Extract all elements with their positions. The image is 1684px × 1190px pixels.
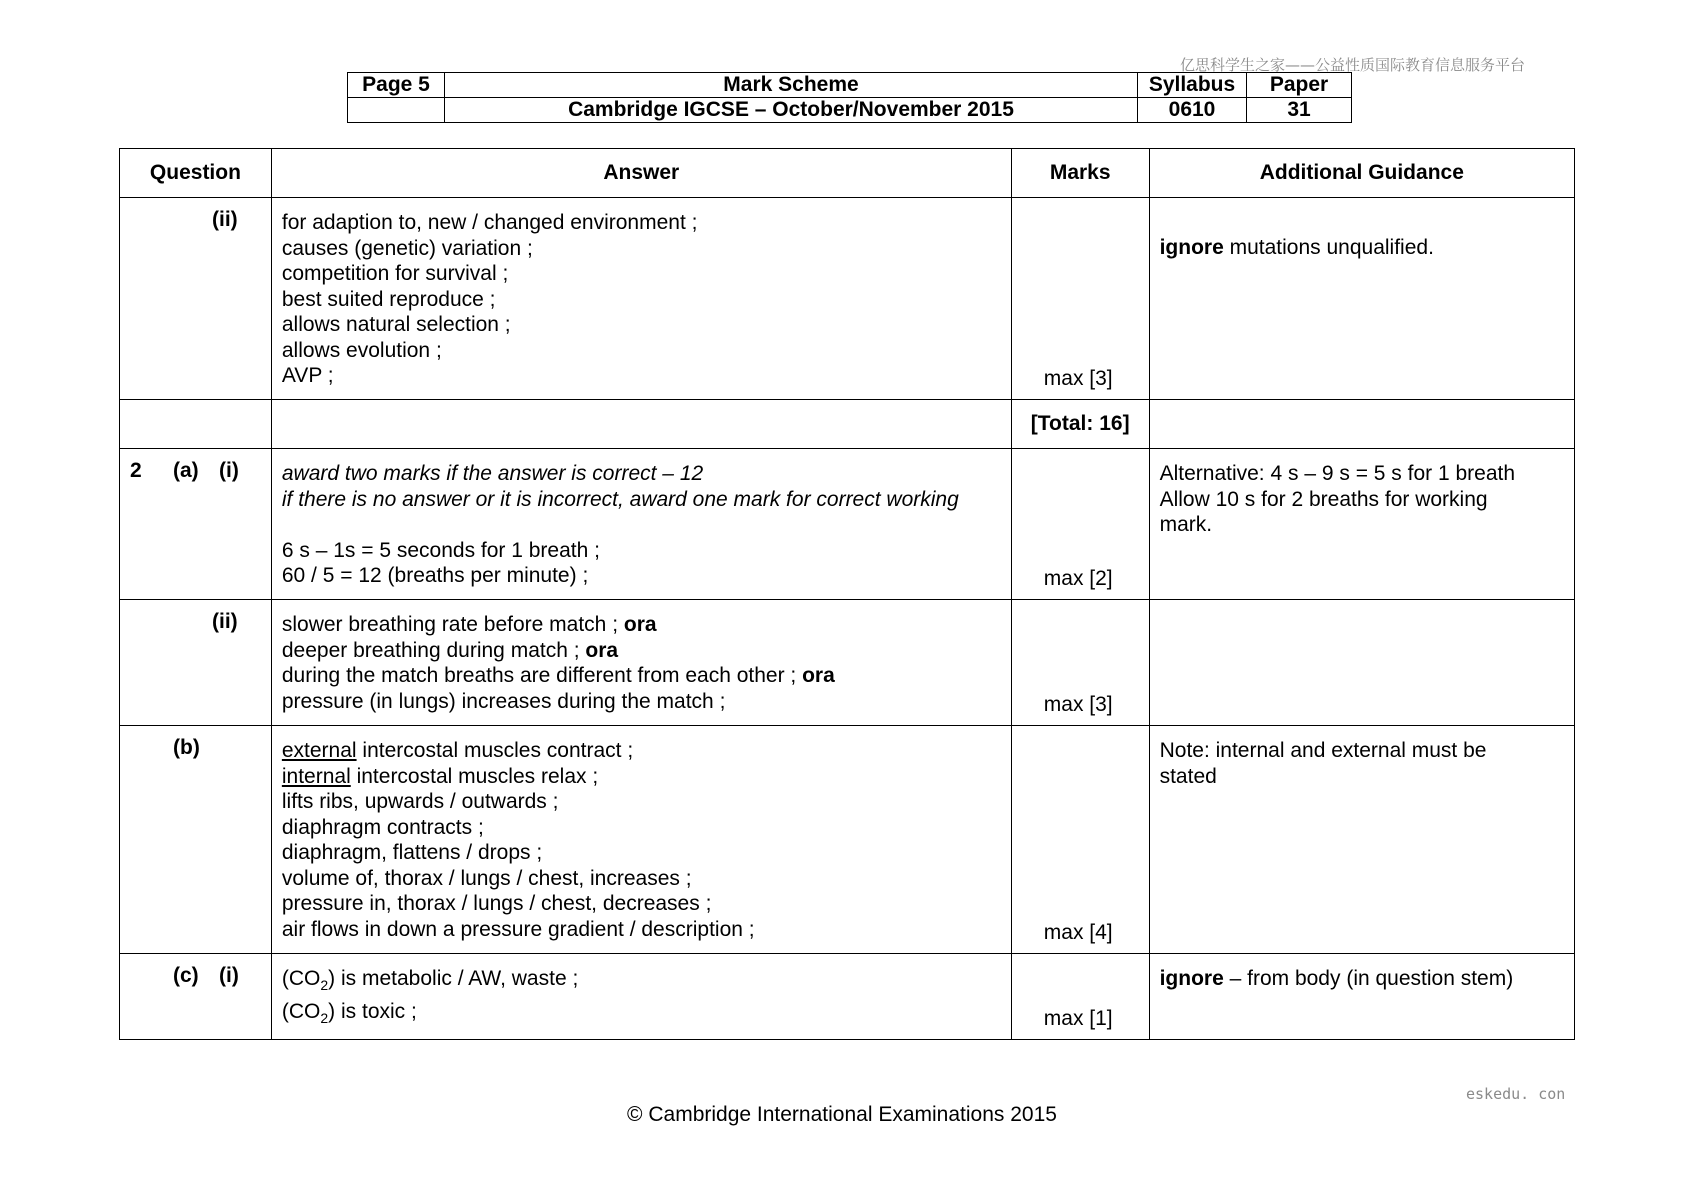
marks-value: max [2]: [1043, 567, 1113, 590]
answer-cell: [271, 600, 1011, 726]
answer-line: diaphragm, flattens / drops ;: [281, 841, 543, 864]
table-row: [120, 600, 1575, 726]
table-row: [120, 954, 1575, 1040]
answer-line: AVP ;: [281, 364, 334, 387]
guidance-cell: [1149, 954, 1574, 1040]
header-title: Mark Scheme: [445, 73, 1138, 98]
guidance-keyword: ignore: [1159, 236, 1224, 259]
table-row: [120, 449, 1575, 600]
answer-line: 6 s – 1s = 5 seconds for 1 breath ;: [281, 538, 600, 562]
answer-line: ) is toxic ;: [328, 999, 417, 1023]
answer-line: competition for survival ;: [281, 262, 509, 285]
guidance-line: Note: internal and external must be: [1159, 739, 1487, 762]
guidance-cell: [1149, 726, 1574, 954]
answer-line: during the match breaths are different from each other ;: [281, 664, 797, 687]
empty-cell: [271, 400, 1011, 449]
guidance-keyword: ignore: [1159, 967, 1224, 990]
syllabus-code: 0610: [1138, 98, 1247, 123]
answer-line: slower breathing rate before match ;: [281, 613, 619, 636]
table-header-row: [120, 149, 1575, 198]
marks-value: max [3]: [1043, 367, 1113, 390]
marks-cell: [1011, 954, 1149, 1040]
answer-cell: [271, 954, 1011, 1040]
question-part-label: (ii): [212, 208, 238, 231]
co2-subscript: 2: [320, 1009, 329, 1026]
answer-line: allows evolution ;: [281, 338, 442, 362]
answer-line: air flows in down a pressure gradient / description ;: [281, 917, 755, 941]
answer-line: pressure in, thorax / lungs / chest, decreases ;: [281, 892, 712, 915]
ora-marker: ora: [623, 613, 657, 636]
answer-line: causes (genetic) variation ;: [281, 236, 533, 260]
answer-line: ) is metabolic / AW, waste ;: [328, 967, 579, 990]
answer-line: intercostal muscles relax ;: [350, 764, 599, 788]
question-part-label: (c): [173, 964, 199, 987]
paper-number: 31: [1247, 98, 1352, 123]
question-cell: [120, 198, 272, 400]
question-part-label: (a): [173, 459, 199, 482]
answer-cell: [271, 726, 1011, 954]
column-header-question: Question: [120, 149, 272, 198]
column-header-marks: Marks: [1011, 149, 1149, 198]
watermark-top: 亿思科学生之家——公益性质国际教育信息服务平台: [1180, 56, 1526, 74]
ora-marker: ora: [585, 638, 619, 662]
answer-line: best suited reproduce ;: [281, 287, 496, 311]
question-subpart-label: (i): [219, 964, 239, 987]
header-empty-cell: [348, 98, 445, 123]
question-number: 2: [130, 459, 142, 482]
guidance-line: stated: [1159, 764, 1217, 788]
co2-subscript: 2: [320, 977, 329, 994]
question-subpart-label: (ii): [212, 610, 238, 633]
table-row: [120, 726, 1575, 954]
answer-line: deeper breathing during match ;: [281, 638, 580, 662]
marks-value: max [1]: [1043, 1007, 1113, 1031]
marks-cell: [1011, 726, 1149, 954]
answer-instruction: award two marks if the answer is correct – 12: [281, 462, 704, 485]
column-header-answer: Answer: [271, 149, 1011, 198]
page-header-table: [347, 72, 1352, 123]
co2-formula: (CO: [281, 967, 321, 990]
question-cell: [120, 449, 272, 600]
exam-name: Cambridge IGCSE – October/November 2015: [445, 98, 1138, 123]
marks-cell: [1011, 600, 1149, 726]
answer-line: diaphragm contracts ;: [281, 815, 484, 839]
answer-line: lifts ribs, upwards / outwards ;: [281, 790, 559, 813]
total-marks: [Total: 16]: [1011, 400, 1149, 449]
marks-cell: [1011, 449, 1149, 600]
question-cell: [120, 726, 272, 954]
mark-scheme-table: [119, 148, 1575, 1040]
marks-value: max [3]: [1043, 693, 1113, 716]
marks-value: max [4]: [1043, 921, 1113, 944]
guidance-text: mutations unqualified.: [1223, 236, 1434, 259]
answer-line: pressure (in lungs) increases during the match ;: [281, 689, 726, 713]
copyright-footer: © Cambridge International Examinations 2015: [627, 1103, 1057, 1126]
paper-label: Paper: [1247, 73, 1352, 98]
ora-marker: ora: [802, 664, 835, 687]
co2-formula: (CO: [281, 999, 321, 1023]
watermark-bottom: eskedu. con: [1466, 1085, 1566, 1103]
answer-line: 60 / 5 = 12 (breaths per minute) ;: [281, 564, 589, 587]
empty-cell: [120, 400, 272, 449]
answer-instruction: if there is no answer or it is incorrect, award one mark for correct working: [281, 487, 959, 511]
guidance-line: Allow 10 s for 2 breaths for working: [1159, 487, 1488, 511]
guidance-cell: [1149, 600, 1574, 726]
syllabus-label: Syllabus: [1138, 73, 1247, 98]
guidance-cell: [1149, 198, 1574, 400]
guidance-cell: [1149, 449, 1574, 600]
total-row: [120, 400, 1575, 449]
page-number: Page 5: [348, 73, 445, 98]
table-row: [120, 198, 1575, 400]
empty-cell: [1149, 400, 1574, 449]
answer-keyword: external: [281, 739, 357, 762]
answer-line: intercostal muscles contract ;: [356, 739, 634, 762]
guidance-text: – from body (in question stem): [1223, 967, 1514, 990]
guidance-line: Alternative: 4 s – 9 s = 5 s for 1 breath: [1159, 462, 1516, 485]
guidance-line: mark.: [1159, 513, 1213, 536]
answer-cell: [271, 198, 1011, 400]
answer-keyword: internal: [281, 764, 351, 788]
column-header-guidance: Additional Guidance: [1149, 149, 1574, 198]
question-subpart-label: (i): [219, 459, 239, 482]
question-part-label: (b): [173, 736, 200, 759]
answer-line: allows natural selection ;: [281, 313, 511, 336]
answer-line: volume of, thorax / lungs / chest, increases ;: [281, 866, 692, 890]
answer-line: for adaption to, new / changed environment ;: [281, 211, 698, 234]
question-cell: [120, 600, 272, 726]
answer-cell: [271, 449, 1011, 600]
question-cell: [120, 954, 272, 1040]
marks-cell: [1011, 198, 1149, 400]
